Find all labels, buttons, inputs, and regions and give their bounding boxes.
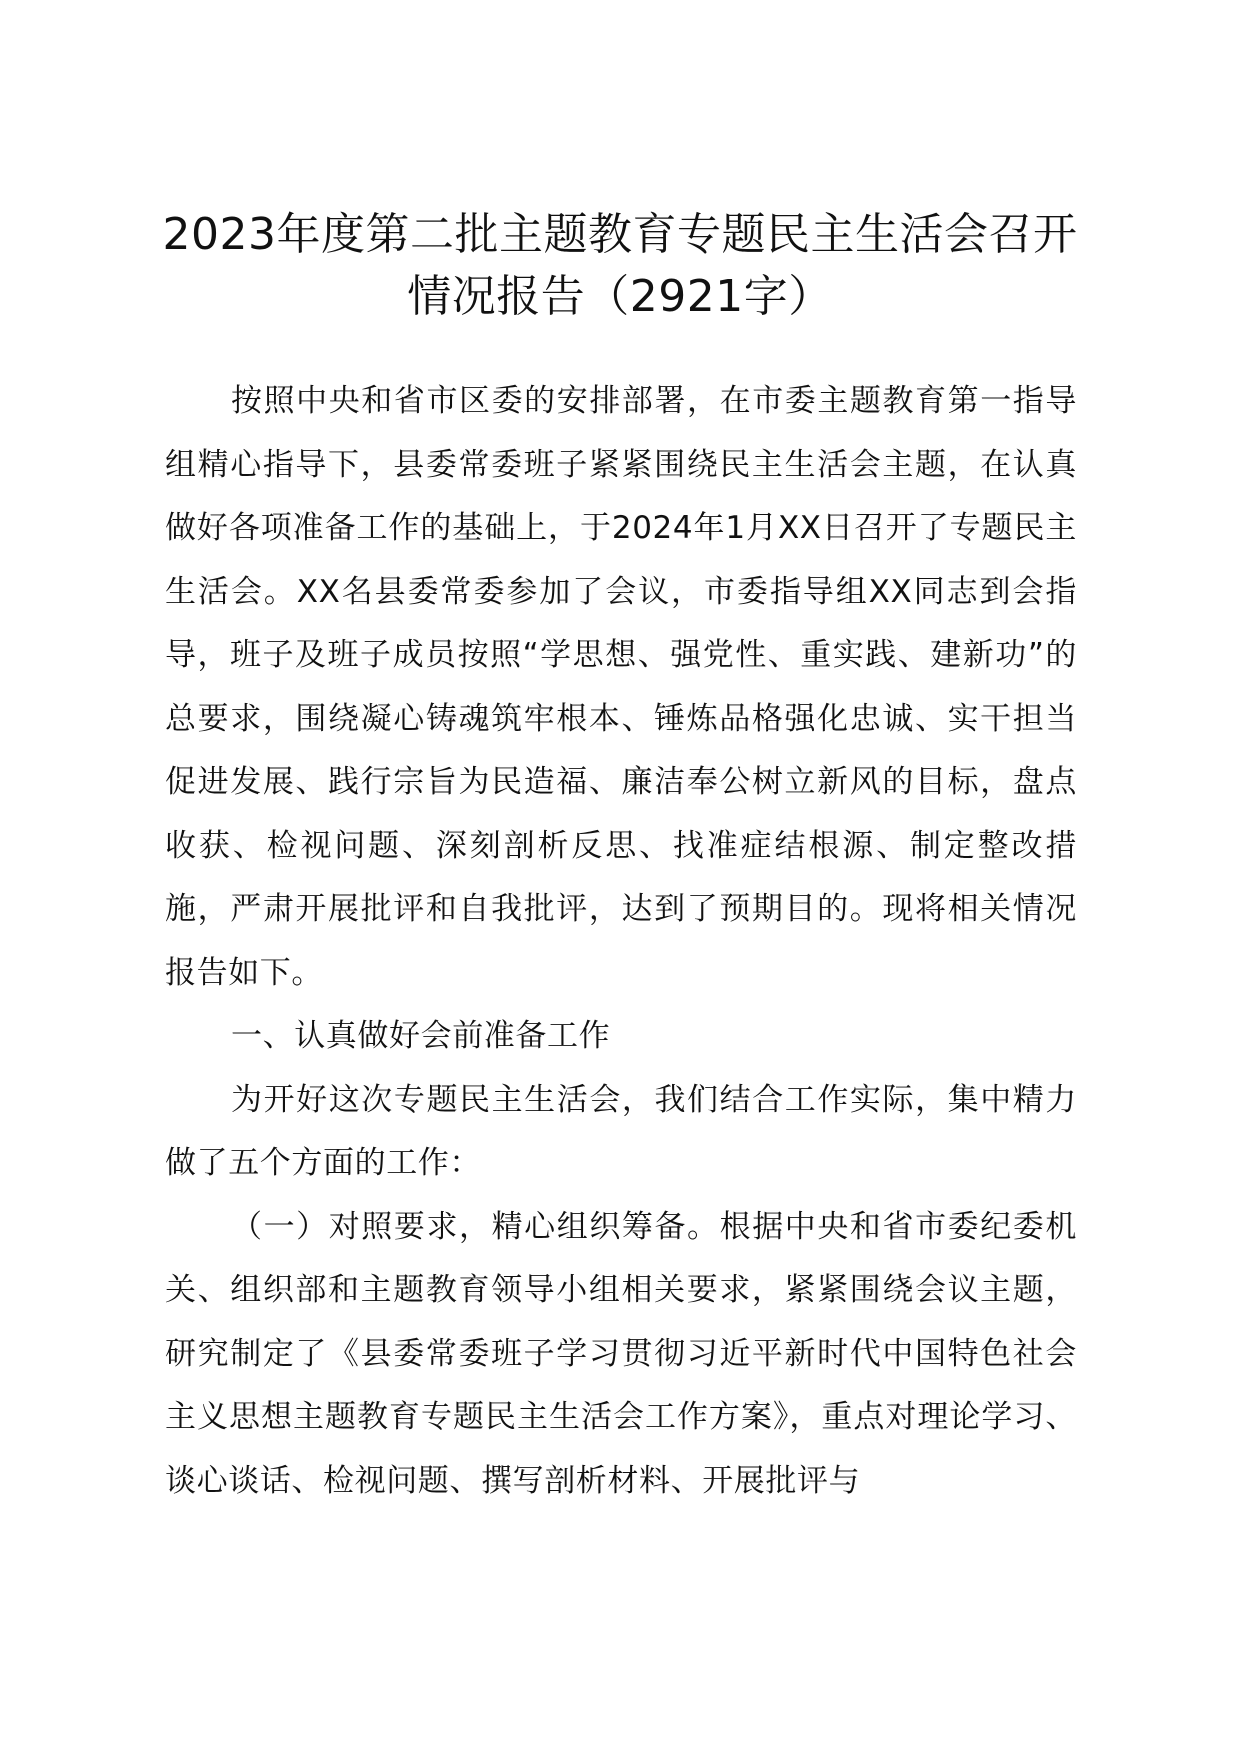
document-body	[165, 370, 1077, 1513]
document-title: 2023年度第二批主题教育专题民主生活会召开情况报告（2921字）	[162, 209, 1078, 322]
section-1-intro-paragraph: 为开好这次专题民主生活会，我们结合工作实际，集中精力做了五个方面的工作：	[165, 1081, 1077, 1181]
section-heading-1: 一、认真做好会前准备工作	[231, 1018, 611, 1054]
subsection-1-paragraph: （一）对照要求，精心组织筹备。根据中央和省市委纪委机关、组织部和主题教育领导小组相关要求，紧紧围绕会议主题，研究制定了《县委常委班子学习贯彻习近平新时代中国特色社会主义思想主题教育专题民主生活会工作方案》，重点对理论学习、谈心谈话、检视问题、撰写剖析材料、开展批评与	[165, 1208, 1077, 1499]
intro-paragraph: 按照中央和省市区委的安排部署，在市委主题教育第一指导组精心指导下，县委常委班子紧紧围绕民主生活会主题，在认真做好各项准备工作的基础上，于2024年1月XX日召开了专题民主生活会。XX名县委常委参加了会议，市委指导组XX同志到会指导，班子及班子成员按照“学思想、强党性、重实践、建新功”的总要求，围绕凝心铸魂筑牢根本、锤炼品格强化忠诚、实干担当促进发展、践行宗旨为民造福、廉洁奉公树立新风的目标，盘点收获、检视问题、深刻剖析反思、找准症结根源、制定整改措施，严肃开展批评和自我批评，达到了预期目的。现将相关情况报告如下。	[165, 383, 1077, 991]
